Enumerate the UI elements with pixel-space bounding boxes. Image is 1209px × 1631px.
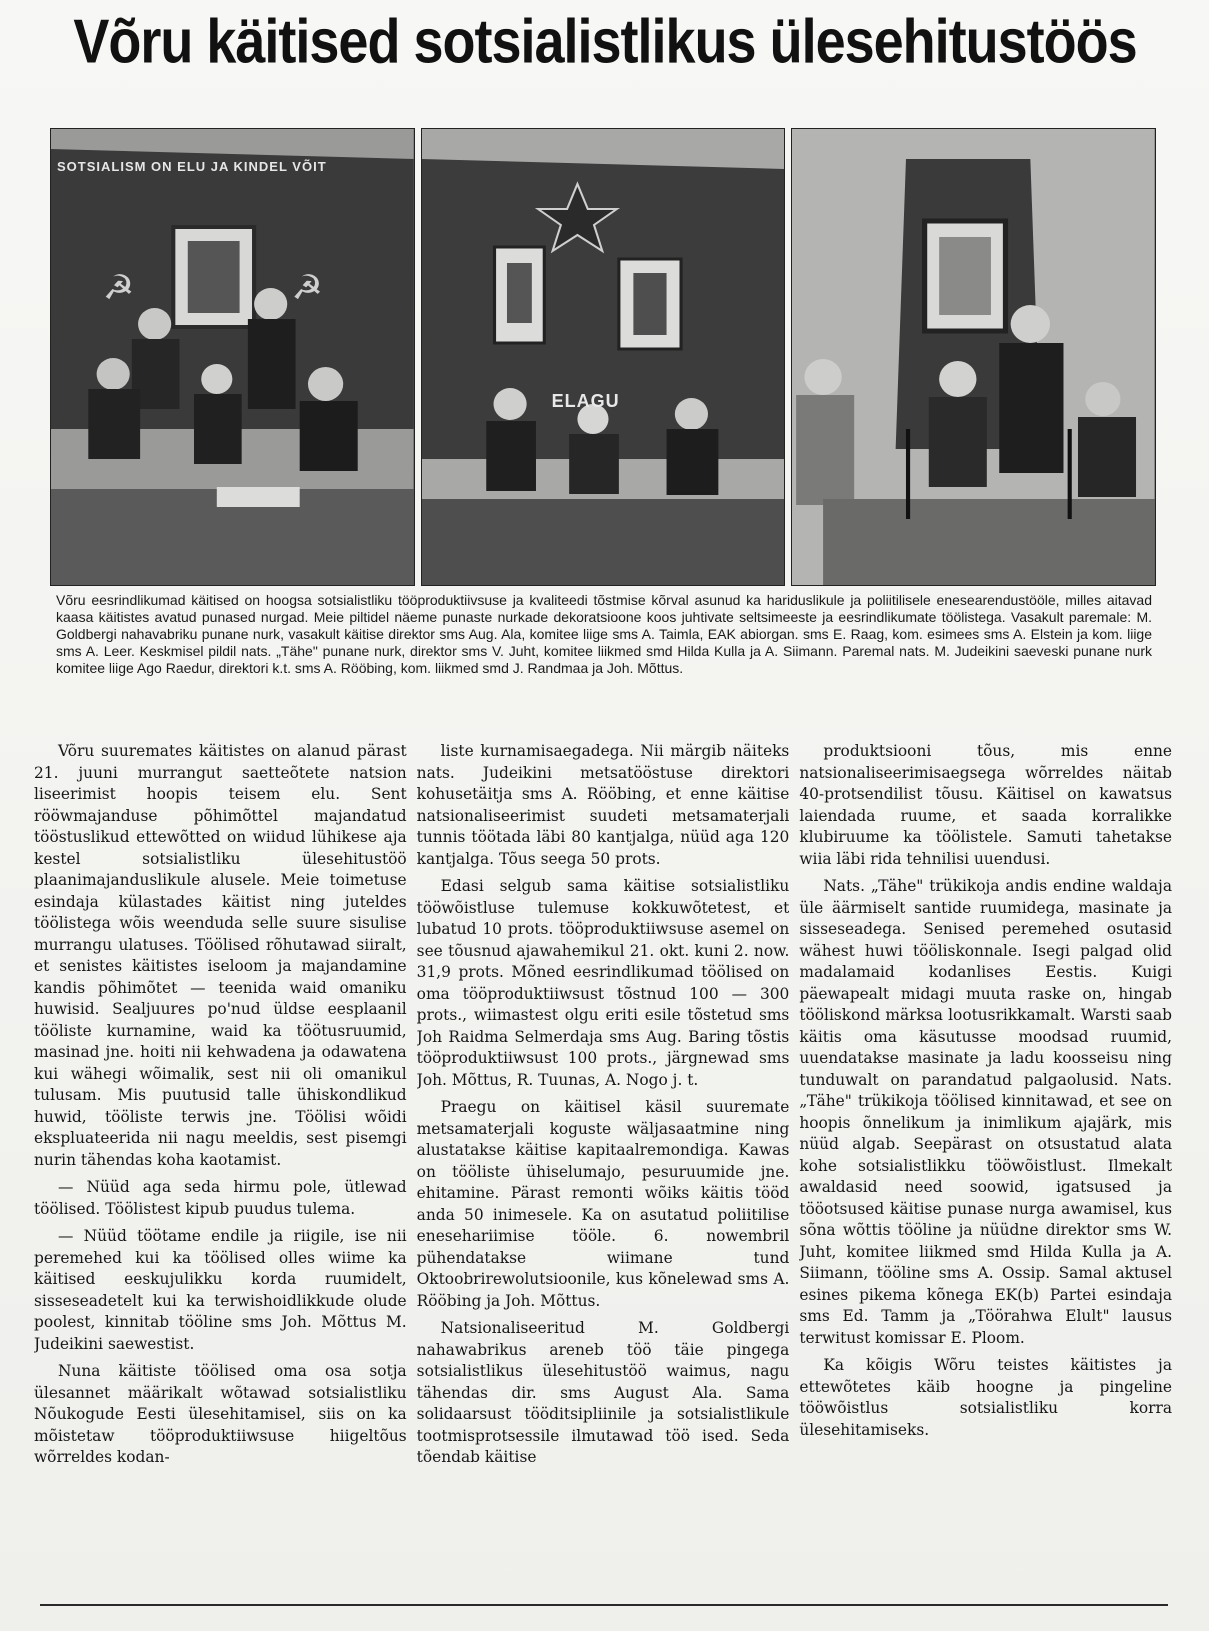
left-banner-text: SOTSIALISM ON ELU JA KINDEL VÕIT — [57, 159, 327, 174]
paragraph: Ka kõigis Wõru teistes käitistes ja ettewõtetes käib hoogne ja pingeline tööwõistlus sotsialistliku korra ülesehitamiseks. — [799, 1356, 1173, 1439]
photo-middle-image — [422, 129, 785, 585]
bottom-rule — [40, 1604, 1168, 1606]
paragraph: Võru suuremates käitistes on alanud pärast 21. juuni murrangut saetteõtete natsion liseerimist hoopis teisem elu. Sent rööwmajanduse põhimõttel majandatud tööstuslikud ettewõtted on wiidud lühikese aja kestel sotsialistliku ülesehitustöö plaanimajanduslikule alusele. Meie toimetuse esindaja külastades käitist ning juteldes töölistega wõis weenduda selle suure sisulise murrangu ulatuses. Töölised rõhutawad siiralt, et senistes käitistes iseloom ja majandamine kandis põhimõtet — teenida waid omaniku huwisid. Sealjuures po'nud üldse eesplaanil tööliste kurnamine, waid ka töötusruumid, masinad jne. hoiti nii kehwadena ja odawatena kui wähegi wõimalik, sest nii oli omanikul tulusam. Mis puutusid talle ühiskondlikud huwid, tööliste terwis jne. Töölisi wõidi ekspluateerida nii nagu meeldis, sest pisemgi nurin tähendas koha kaotamist. — [34, 742, 407, 1169]
photo-middle — [421, 128, 786, 586]
svg-text:☭: ☭ — [102, 268, 135, 308]
paragraph: Praegu on käitisel käsil suuremate metsamaterjali koguste wäljasaatmine ning alustatakse käitise kapitaalremondiga. Kawas on tööliste ühiselumajo, pesuruumide jne. ehitamine. Pärast remonti wõiks käitis tööd anda 50 inimesele. Ka on asutatud poliitilise enesehariimise tööle. 6. nowembril pühendatakse wiimane tund Oktoobrirewolutsioonile, kus kõnelewad sms A. Rööbing ja Joh. Mõttus. — [416, 1098, 790, 1310]
article-column-1 — [34, 741, 407, 1601]
article-column-2 — [417, 741, 790, 1601]
paragraph: liste kurnamisaegadega. Nii märgib näiteks nats. Judeikini metsatööstuse direktori kohusetäitja sms A. Rööbing, et enne käitise natsionaliseerimist suudeti metsamaterjali tunnis töötada läbi 80 kantjalga, nüüd aga 120 kantjalga. Tõus seega 50 prots. — [416, 742, 790, 868]
photo-left-image — [51, 129, 414, 585]
photo-right — [791, 128, 1156, 586]
paragraph: Nuna käitiste töölised oma osa sotja ülesannet määrikalt wõtawad sotsialistliku Nõukogude Eesti ülesehitamisel, siis on ka mõistetaw tööproduktiiwsuse hiigeltõus wõrreldes kodan- — [34, 1362, 407, 1466]
article-body — [34, 741, 1172, 1601]
article-column-3 — [799, 741, 1172, 1601]
paragraph: Nats. „Tähe" trükikoja andis endine waldaja üle äärmiselt santide ruumidega, masinate ja sisseseadega. Senised peremehed osutasid wähest huwi tööliskonnale. Isegi palgad olid madalamaid kodanlises Eestis. Kuigi päewapealt midagi muuta raske on, hingab tööliskond märksa lootusrikkamalt. Warsti saab käitis oma käsutusse moodsad ruumid, uuendatakse masinate ja ladu koosseisu ning tunduwalt on parandatud palgaolusid. Nats. „Tähe" trükikoja töölised kinnitawad, et see on hoopis õnnelikum ja inimlikum ajajärk, mis nüüd algab. Seepärast on otsustatud alata kohe sotsialistlikku tööwõistlust. Ilmekalt awaldasid need soowid, igatsused ja tööotsused käitise punase nurga awamisel, kus sõna wõttis tööline ja nüüdne direktor sms W. Juht, komitee liikmed smd Hilda Kulla ja A. Siimann, tööline sms A. Ossip. Samal aktusel esines pikema kõnega EK(b) Partei esindaja sms Ed. Tamm ja „Töörahwa Elult" lausus terwitust komissar E. Ploom. — [799, 877, 1173, 1347]
paragraph: — Nüüd töötame endile ja riigile, ise nii peremehed kui ka töölised olles wiime ka käitised eeskujulikku korda ruumidelt, sisseseadetelt kui ka terwishoidlikkude olude poolest, kinnitab tööline sms Joh. Mõttus M. Judeikini saewestist. — [34, 1227, 407, 1353]
photo-right-image — [792, 129, 1155, 585]
paragraph: Natsionaliseeritud M. Goldbergi nahawabrikus areneb töö täie pingega sotsialistlikus ülesehitustöö waimus, nagu tähendas dir. sms August Ala. Sama solidaarsust tööditsipliinile ja sotsialistlikule tootmisprotsessile ilmutawad töö ised. Seda tõendab käitise — [416, 1319, 790, 1466]
paragraph: produktsiooni tõus, mis enne natsionaliseerimisaegsega wõrreldes näitab 40-protsendilist tõusu. Käitisel on kawatsus laiendada ruume, et saada korralikke klubiruume ka töölistele. Samuti tahetakse wiia läbi rida tehnilisi uuendusi. — [799, 742, 1173, 868]
photo-strip — [50, 128, 1156, 584]
middle-banner-text: ELAGU — [551, 391, 620, 411]
svg-text:☭: ☭ — [291, 268, 323, 308]
paragraph: — Nüüd aga seda hirmu pole, ütlewad töölised. Töölistest kipub puudus tulema. — [34, 1178, 407, 1218]
photo-left — [50, 128, 415, 586]
photo-caption: Võru eesrindlikumad käitised on hoogsa sotsialistliku tööproduktiivsuse ja kvaliteedi tõstmise kõrval asunud ka hariduslikule ja poliitilisele enesearendustööle, milles aitavad kaasa käitistes avatud punased nurgad. Meie piltidel näeme punaste nurkade dekoratsioone koos juhtivate seltsimeeste ja eesrindlikumate töölistega. Vasakult paremale: M. Goldbergi nahavabriku punane nurk, vasakult käitise direktor sms Aug. Ala, komitee liige sms A. Taimla, EAK abiorgan. sms E. Raag, kom. esimees sms A. Elstein ja kom. liige sms A. Leer. Keskmisel pildil nats. „Tähe" punane nurk, direktor sms V. Juht, komitee liikmed smd Hilda Kulla ja A. Siimann. Paremal nats. M. Judeikini saeveski punane nurk komitee liige Ago Raedur, direktori k.t. sms A. Rööbing, kom. liikmed smd J. Randmaa ja Joh. Mõttus. — [56, 592, 1152, 676]
paragraph: Edasi selgub sama käitise sotsialistliku tööwõistluse tulemuse kokkuwõtetest, et lubatud 10 prots. tööproduktiiwsuse asemel on see tõusnud ajawahemikul 21. okt. kuni 2. now. 31,9 prots. Mõned eesrindlikumad töölised on oma tööproduktiiwsust tõstnud 100 — 300 prots., wiimastest olgu eriti esile tõstetud sms Joh Raidma Selmerdaja sms Aug. Baring tõstis tööproduktiiwsust 100 prots., järgnewad sms Joh. Mõttus, R. Tuunas, A. Nogo j. t. — [416, 877, 790, 1089]
headline: Võru käitised sotsialistlikus ülesehitustöös — [73, 7, 1137, 77]
